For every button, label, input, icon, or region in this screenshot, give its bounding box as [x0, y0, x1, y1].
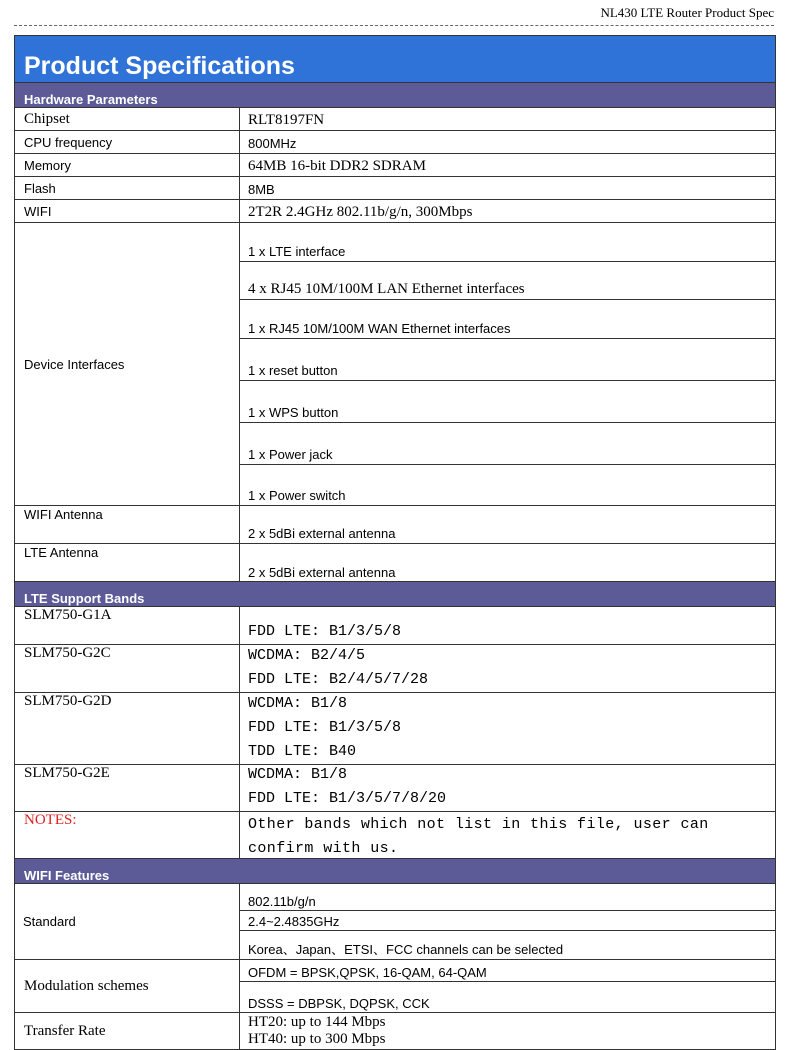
row-label: LTE Antenna — [15, 544, 240, 581]
notes-label: NOTES: — [15, 812, 240, 858]
table-row-wifi-antenna — [15, 505, 775, 543]
section-header-lte-bands: LTE Support Bands — [15, 581, 775, 606]
table-row-slm750-g2d — [15, 692, 775, 764]
row-value — [240, 607, 775, 644]
table-row-memory — [15, 153, 775, 176]
row-label: WIFI Antenna — [15, 506, 240, 543]
table-row-transfer-rate — [15, 1012, 775, 1050]
modulation-list — [240, 960, 775, 1012]
row-value: 2 x 5dBi external antenna — [248, 565, 396, 580]
list-item: 2.4~2.4835GHz — [240, 910, 775, 931]
table-row-wifi — [15, 199, 775, 222]
table-row-flash — [15, 176, 775, 199]
band-line: TDD LTE: B40 — [248, 743, 357, 760]
band-line: WCDMA: B1/8 — [248, 766, 348, 783]
table-row-cpu — [15, 130, 775, 153]
row-value: 8MB — [248, 182, 275, 197]
row-label: Flash — [15, 177, 240, 199]
list-item: 1 x LTE interface — [248, 244, 346, 259]
row-label: SLM750-G2D — [15, 693, 240, 764]
row-label: Standard — [15, 884, 240, 959]
band-line: WCDMA: B2/4/5 — [248, 647, 366, 664]
row-value: RLT8197FN — [248, 112, 325, 128]
header-divider — [14, 25, 774, 26]
page-title: Product Specifications — [15, 36, 775, 82]
row-label: CPU frequency — [15, 131, 240, 153]
table-row-chipset — [15, 107, 775, 130]
band-line: FDD LTE: B1/3/5/7/8/20 — [248, 790, 447, 807]
row-label: Device Interfaces — [15, 223, 240, 505]
row-label: Memory — [15, 154, 240, 176]
row-label: SLM750-G2C — [15, 645, 240, 692]
list-item: 1 x Power switch — [240, 464, 775, 505]
document-header-title: NL430 LTE Router Product Spec — [600, 5, 774, 20]
list-item: HT40: up to 300 Mbps — [248, 1031, 386, 1047]
band-line: WCDMA: B1/8 — [248, 695, 348, 712]
standard-list — [240, 884, 775, 959]
band-line: FDD LTE: B1/3/5/8 — [248, 623, 402, 640]
band-line: FDD LTE: B2/4/5/7/28 — [248, 671, 429, 688]
list-item: 1 x RJ45 10M/100M WAN Ethernet interfaces — [240, 299, 775, 338]
transfer-list — [240, 1013, 775, 1049]
list-item: 802.11b/g/n — [248, 893, 316, 909]
band-line: FDD LTE: B1/3/5/8 — [248, 719, 402, 736]
list-item: 1 x Power jack — [240, 422, 775, 464]
list-item: OFDM = BPSK,QPSK, 16-QAM, 64-QAM — [248, 964, 487, 980]
table-row-slm750-g2c — [15, 644, 775, 692]
row-value — [240, 645, 775, 692]
row-value — [240, 765, 775, 811]
row-label: SLM750-G1A — [15, 607, 240, 644]
list-item: HT20: up to 144 Mbps — [248, 1014, 386, 1030]
row-value: 800MHz — [248, 136, 297, 151]
row-value: 2 x 5dBi external antenna — [248, 526, 396, 541]
table-row-slm750-g2e — [15, 764, 775, 811]
spec-table — [14, 35, 776, 1050]
row-value — [240, 693, 775, 764]
notes-text: Other bands which not list in this file, user can confirm with us. — [248, 816, 709, 857]
row-label: Modulation schemes — [15, 960, 240, 1012]
table-row-slm750-g1a — [15, 606, 775, 644]
row-value: 64MB 16-bit DDR2 SDRAM — [248, 158, 426, 174]
list-item: DSSS = DBPSK, DQPSK, CCK — [240, 981, 775, 1012]
row-label: SLM750-G2E — [15, 765, 240, 811]
row-label: Transfer Rate — [15, 1013, 240, 1049]
list-item: 4 x RJ45 10M/100M LAN Ethernet interfaces — [240, 261, 775, 299]
row-label: Chipset — [15, 108, 240, 130]
list-item: Korea、Japan、ETSI、FCC channels can be selected — [240, 930, 775, 959]
list-item: 1 x WPS button — [240, 380, 775, 422]
table-row-lte-antenna — [15, 543, 775, 581]
section-header-wifi-features: WIFI Features — [15, 858, 775, 883]
list-item: 1 x reset button — [240, 338, 775, 380]
section-header-hardware: Hardware Parameters — [15, 82, 775, 107]
table-row-notes — [15, 811, 775, 858]
table-row-standard — [15, 883, 775, 959]
table-row-device-interfaces — [15, 222, 775, 505]
interfaces-list — [240, 223, 775, 505]
row-label: WIFI — [15, 200, 240, 222]
table-row-modulation — [15, 959, 775, 1012]
row-value: 2T2R 2.4GHz 802.11b/g/n, 300Mbps — [248, 204, 473, 220]
